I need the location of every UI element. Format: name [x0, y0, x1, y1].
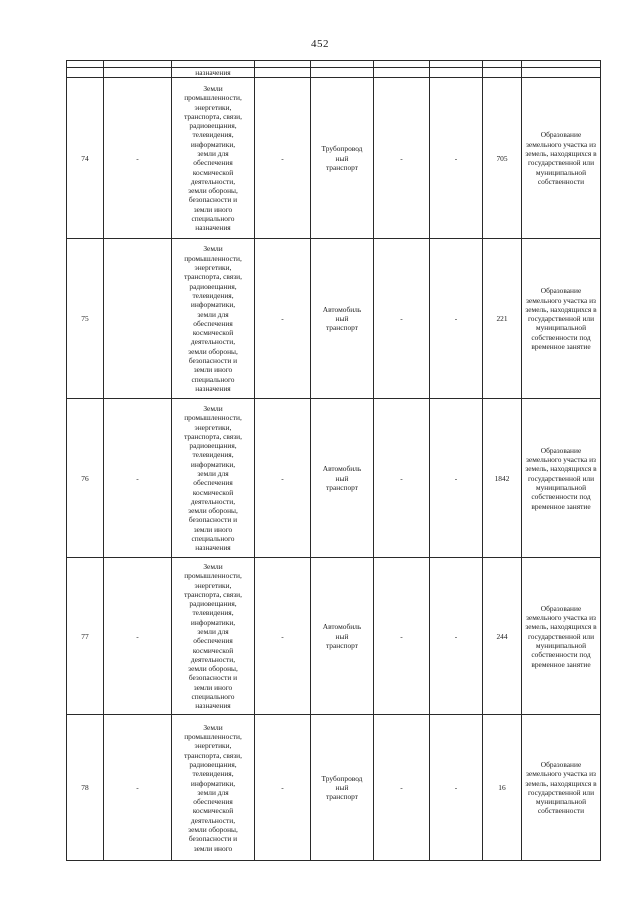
text-line: земли иного	[193, 682, 233, 692]
text-line: земли для	[197, 309, 229, 319]
text-line: информатики,	[190, 139, 236, 149]
text-line: Земли	[203, 244, 223, 254]
text-line: земель, находящихся в	[525, 304, 597, 314]
text-line: транспорт	[325, 792, 358, 802]
text-line: промышленности,	[184, 413, 242, 423]
area-cell: 705	[483, 78, 522, 239]
column-2-cell: -	[104, 715, 172, 861]
text-line: обеспечения	[193, 478, 233, 488]
text-line: Земли	[203, 561, 223, 571]
continuation-land-category: назначения	[172, 68, 255, 78]
text-line: деятельности,	[190, 654, 236, 664]
text-line: промышленности,	[184, 253, 242, 263]
text-line: радиовещания,	[189, 441, 237, 451]
text-line: транспорт	[325, 482, 358, 492]
text-line: радиовещания,	[189, 121, 237, 131]
text-line: временное занятие	[531, 501, 591, 511]
area-cell: 16	[483, 715, 522, 861]
text-line: радиовещания,	[189, 759, 237, 769]
text-line: телевидения,	[192, 769, 234, 779]
text-line: деятельности,	[190, 176, 236, 186]
text-line: транспорта, связи,	[184, 272, 242, 282]
column-7-cell: -	[430, 78, 483, 239]
text-line: Образование	[540, 445, 582, 455]
table-row	[67, 78, 601, 239]
text-line: муниципальной	[535, 640, 587, 650]
text-line: информатики,	[190, 300, 236, 310]
page-number: 452	[311, 38, 329, 50]
text-line: назначения	[195, 543, 231, 553]
column-2-cell: -	[104, 558, 172, 715]
object-type-cell	[311, 239, 374, 399]
text-line: энергетики,	[194, 580, 232, 590]
text-line: временное занятие	[531, 342, 591, 352]
purpose-cell	[522, 399, 601, 558]
text-line: энергетики,	[194, 422, 232, 432]
text-line: энергетики,	[194, 741, 232, 751]
column-6-cell: -	[374, 715, 430, 861]
land-category-cell	[172, 558, 255, 715]
text-line: Земли	[203, 403, 223, 413]
text-line: радиовещания,	[189, 281, 237, 291]
text-line: промышленности,	[184, 732, 242, 742]
text-line: телевидения,	[192, 608, 234, 618]
column-6-cell: -	[374, 239, 430, 399]
area-cell: 1842	[483, 399, 522, 558]
text-line: земель, находящихся в	[525, 778, 597, 788]
text-line: земли обороны,	[188, 824, 238, 834]
text-line: ный	[335, 783, 349, 793]
object-type-cell	[311, 715, 374, 861]
text-line: транспорта, связи,	[184, 750, 242, 760]
text-line: безопасности и	[188, 355, 238, 365]
text-line: земельного участка из	[526, 613, 596, 623]
text-line: земли иного	[193, 843, 233, 853]
text-line: земли для	[197, 787, 229, 797]
text-line: безопасности и	[188, 673, 238, 683]
text-line: земельного участка из	[526, 139, 596, 149]
land-allocation-table	[66, 60, 601, 861]
text-line: земли для	[197, 469, 229, 478]
column-2-cell	[104, 239, 172, 399]
text-line: информатики,	[190, 778, 236, 788]
text-line: государственной или	[527, 473, 595, 483]
text-line: земель, находящихся в	[525, 464, 597, 474]
purpose-cell	[522, 558, 601, 715]
text-line: безопасности и	[188, 515, 238, 525]
column-7-cell: -	[430, 399, 483, 558]
text-line: информатики,	[190, 617, 236, 627]
text-line: Образование	[540, 759, 582, 769]
text-line: земли иного	[193, 524, 233, 534]
text-line: муниципальной	[535, 482, 587, 492]
text-line: назначения	[195, 383, 231, 393]
area-cell: 244	[483, 558, 522, 715]
purpose-cell	[522, 715, 601, 861]
text-line: Земли	[203, 722, 223, 732]
text-line: земли обороны,	[188, 346, 238, 356]
text-line: земли обороны,	[188, 506, 238, 516]
column-6-cell: -	[374, 78, 430, 239]
text-line: назначения	[195, 223, 231, 233]
text-line: космической	[192, 487, 234, 497]
text-line: телевидения,	[192, 450, 234, 460]
text-line: энергетики,	[194, 102, 232, 112]
text-line: земли обороны,	[188, 664, 238, 674]
text-line: радиовещания,	[189, 599, 237, 609]
text-line: муниципальной	[535, 323, 587, 333]
purpose-cell	[522, 78, 601, 239]
text-line: промышленности,	[184, 93, 242, 103]
text-line: муниципальной	[535, 797, 587, 807]
column-4-cell: -	[255, 78, 311, 239]
text-line: земли для	[197, 149, 229, 158]
text-line: специального	[191, 692, 235, 702]
row-number-cell: 76	[67, 399, 104, 558]
text-line: специального	[191, 374, 235, 384]
text-line: земельного участка из	[526, 295, 596, 305]
text-line: собственности под	[531, 492, 591, 502]
text-line: временное занятие	[531, 659, 591, 669]
text-line: транспорта, связи,	[184, 111, 242, 121]
column-4-cell: -	[255, 399, 311, 558]
text-line: земли иного	[193, 365, 233, 375]
text-line: промышленности,	[184, 571, 242, 581]
text-line: земли для	[197, 627, 229, 636]
header-strip-row	[67, 61, 601, 68]
text-line: государственной или	[527, 787, 595, 797]
text-line: транспорт	[325, 640, 358, 650]
area-cell: 221	[483, 239, 522, 399]
row-number-cell: 75	[67, 239, 104, 399]
column-7-cell: -	[430, 239, 483, 399]
text-line: деятельности,	[190, 815, 236, 825]
text-line: государственной или	[527, 314, 595, 324]
text-line: транспорт	[325, 162, 358, 172]
text-line: безопасности и	[188, 195, 238, 205]
text-line: Автомобиль	[322, 304, 362, 314]
text-line: энергетики,	[194, 263, 232, 273]
text-line: земли иного	[193, 204, 233, 214]
text-line: телевидения,	[192, 290, 234, 300]
table-row	[67, 558, 601, 715]
land-category-cell	[172, 399, 255, 558]
text-line: космической	[192, 167, 234, 177]
text-line: транспорта, связи,	[184, 431, 242, 441]
text-line: ный	[335, 631, 349, 641]
text-line: обеспечения	[193, 318, 233, 328]
land-category-cell	[172, 78, 255, 239]
column-4-cell: -	[255, 239, 311, 399]
text-line: земли обороны,	[188, 186, 238, 196]
text-line: безопасности и	[188, 834, 238, 844]
text-line: Образование	[540, 286, 582, 296]
text-line: ный	[335, 473, 349, 483]
land-category-cell	[172, 715, 255, 861]
text-line: Автомобиль	[322, 464, 362, 474]
text-line: собственности	[537, 176, 585, 186]
text-line: деятельности,	[190, 496, 236, 506]
column-7-cell: -	[430, 715, 483, 861]
text-line: обеспечения	[193, 636, 233, 646]
column-6-cell: -	[374, 399, 430, 558]
text-line: назначения	[195, 701, 231, 711]
table-row	[67, 239, 601, 399]
object-type-cell	[311, 78, 374, 239]
text-line: муниципальной	[535, 167, 587, 177]
text-line: транспорт	[325, 323, 358, 333]
object-type-cell	[311, 399, 374, 558]
text-line: Образование	[540, 603, 582, 613]
continuation-row	[67, 68, 601, 78]
column-2-cell: -	[104, 399, 172, 558]
text-line: космической	[192, 645, 234, 655]
land-category-cell	[172, 239, 255, 399]
text-line: специального	[191, 534, 235, 544]
text-line: информатики,	[190, 459, 236, 469]
text-line: ный	[335, 314, 349, 324]
table-row	[67, 399, 601, 558]
text-line: обеспечения	[193, 797, 233, 807]
text-line: земельного участка из	[526, 455, 596, 465]
text-line: Трубопровод	[321, 773, 363, 783]
text-line: транспорта, связи,	[184, 589, 242, 599]
row-number-cell: 78	[67, 715, 104, 861]
text-line: Трубопровод	[321, 144, 363, 154]
text-line: земельного участка из	[526, 769, 596, 779]
text-line: Образование	[540, 130, 582, 140]
table-row	[67, 715, 601, 861]
text-line: обеспечения	[193, 158, 233, 168]
column-4-cell: -	[255, 715, 311, 861]
text-line: собственности	[537, 806, 585, 816]
object-type-cell	[311, 558, 374, 715]
table-body	[67, 61, 601, 861]
text-line: ный	[335, 153, 349, 163]
text-line: космической	[192, 328, 234, 338]
text-line: собственности под	[531, 650, 591, 660]
text-line: специального	[191, 214, 235, 224]
text-line: космической	[192, 806, 234, 816]
column-7-cell: -	[430, 558, 483, 715]
column-6-cell: -	[374, 558, 430, 715]
column-2-cell: -	[104, 78, 172, 239]
text-line: государственной или	[527, 631, 595, 641]
purpose-cell	[522, 239, 601, 399]
text-line: Автомобиль	[322, 622, 362, 632]
row-number-cell: 74	[67, 78, 104, 239]
text-line: телевидения,	[192, 130, 234, 140]
text-line: государственной или	[527, 158, 595, 168]
text-line: собственности под	[531, 332, 591, 342]
row-number-cell: 77	[67, 558, 104, 715]
text-line: деятельности,	[190, 337, 236, 347]
text-line: земель, находящихся в	[525, 149, 597, 158]
text-line: земель, находящихся в	[525, 622, 597, 632]
column-4-cell: -	[255, 558, 311, 715]
text-line: Земли	[203, 83, 223, 93]
